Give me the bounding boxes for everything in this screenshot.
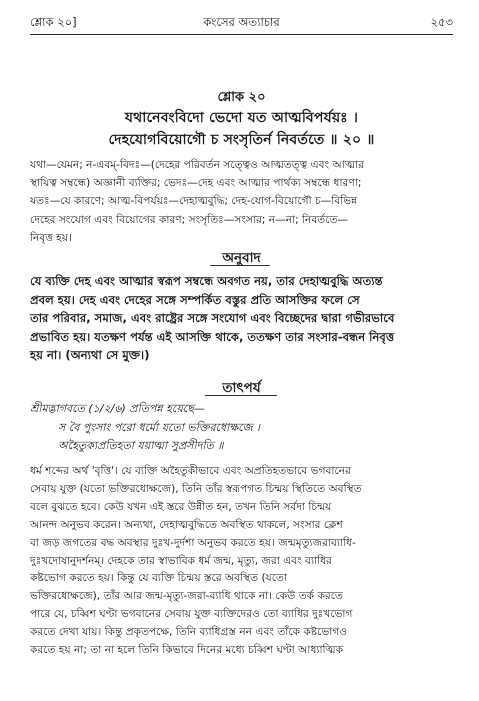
verse-line-2: দেহযোগবিয়োগৌ চ সংসৃতির্ন নিবর্ততে ॥ ২০ ॥ [108,132,375,148]
synonyms-line: স্থায়িত্ব সম্বন্ধে) অজ্ঞানী ব্যক্তির; ভেদঃ—দেহ এবং আত্মার পার্থক্য সম্বন্ধে ধারণা; [30,177,362,190]
translation-line: প্রবল হয়। দেহ এবং দেহের সঙ্গে সম্পর্কিত বস্তুর প্রতি আসক্তির ফলে সে [30,292,360,307]
quote-line-1: স বৈ পুংসাং পরো ধর্মো যতো ভক্তিরধোক্ষজে । [58,421,260,434]
purport-line: করতে দেখা যায়। কিন্তু প্রকৃতপক্ষে, তিনি ব্যাধিগ্রস্ত নন এবং তাঁকে কষ্টভোগও [30,626,348,639]
header-rule [30,34,453,35]
translation-title: অনুবাদ [222,250,261,266]
synonyms-line: নিবৃত্ত হয়। [30,231,72,244]
header-chapter-title: কংসের অত্যাচার [203,15,280,29]
translation-line: যে ব্যক্তি দেহ এবং আত্মার স্বরূপ সম্বন্ধে অবগত নয়, তার দেহাত্মবুদ্ধি অত্যন্ত [30,274,383,288]
synonyms-line: যতঃ—যে কারণে; আত্ম-বিপর্যয়ঃ—দেহাত্মবুদ্ধি; দেহ-যোগ-বিয়োগৌ চ—বিভিন্ন [30,195,358,208]
synonyms-block [30,156,453,247]
verse-line-1: যথানেবংবিদো ভেদো যত আত্মবিপর্যয়ঃ । [124,110,359,126]
purport-line: কষ্টভোগ করতে হয়। কিন্তু যে ব্যক্তি চিন্ময় স্তরে অবস্থিত (যতো [30,572,287,585]
purport-title-underline [205,395,277,396]
purport-line: বা জড় জগতের বদ্ধ অবস্থার দুঃখ-দুর্দশা অনুভব করতে হয়। জন্মমৃত্যুজরাব্যাধি- [30,536,356,549]
purport-line: আনন্দ অনুভব করেন। অন্যথা, দেহাত্মবুদ্ধিতে অবস্থিত থাকলে, সংসার ক্লেশ [30,518,343,531]
purport-line: ধর্ম শব্দের অর্থ 'বৃত্তি'। যে ব্যক্তি অহৈতুকীভাবে এবং অপ্রতিহতভাবে ভগবানের [30,465,351,477]
purport-body [30,463,453,660]
running-header [30,14,453,32]
quote-line-2: অহৈতুক্যপ্রতিহতা যয়াত্মা সুপ্রসীদতি ॥ [58,439,224,452]
translation-block [30,272,453,365]
translation-line: হয় না। (অন্যথা সে মুক্ত।) [30,348,150,363]
header-verse-number: শ্লোক ২০] [30,15,77,29]
quote-intro: শ্রীমদ্ভাগবতে (১/২/৬) প্রতিপন্ন হয়েছে— [30,402,205,415]
purport-line: সেবায় যুক্ত (যতো ভক্তিরধোক্ষজে), তিনি তাঁর স্বরূপগত চিন্ময় স্থিতিতে অবস্থিত [30,482,362,495]
purport-title: তাৎপর্য [222,380,261,396]
purport-line: ভক্তিরধোক্ষজে), তাঁর আর জন্ম-মৃত্যু-জরা-ব্যাধি থাকে না। কেউ তর্ক করতে [30,590,343,603]
synonyms-line: যথা—যেমন; ন-এবম্-বিদঃ—(দেহের পরিবর্তন সত্ত্বেও আত্মতত্ত্ব এবং আত্মার [30,159,364,171]
translation-line: প্রভাবিত হয়। যতক্ষণ পর্যন্ত এই আসক্তি থাকে, ততক্ষণ তার সংসার-বন্ধন নিবৃত্ত [30,329,395,344]
purport-line: দুঃখদোষানুদর্শনম্। দেহকে তার স্বাভাবিক ধর্ম জন্ম, মৃত্যু, জরা এবং ব্যাধির [30,554,332,567]
synonyms-line: দেহের সংযোগ এবং বিয়োগের কারণ; সংসৃতিঃ—সংসার; ন—না; নিবর্ততে— [30,213,349,226]
purport-line: করতে হয় না; তা না হলে তিনি কিভাবে দিনের মধ্যে চব্বিশ ঘণ্টা আধ্যাত্মিক [30,644,344,657]
purport-line: বলে বুঝতে হবে। কেউ যখন এই স্তরে উন্নীত হন, তখন তিনি সর্বদা চিন্ময় [30,500,332,513]
page-number: ২৫৩ [430,15,453,29]
verse-heading: শ্লোক ২০ [217,90,266,105]
purport-line: পারে যে, চব্বিশ ঘণ্টা ভগবানের সেবায় যুক্ত ব্যক্তিদেরও তো ব্যাধির দুঃখভোগ [30,608,353,621]
translation-line: তার পরিবার, সমাজ, এবং রাষ্ট্রের সঙ্গে সংযোগ এবং বিচ্ছেদের দ্বারা গভীরভাবে [30,311,395,326]
translation-title-underline [210,265,270,266]
